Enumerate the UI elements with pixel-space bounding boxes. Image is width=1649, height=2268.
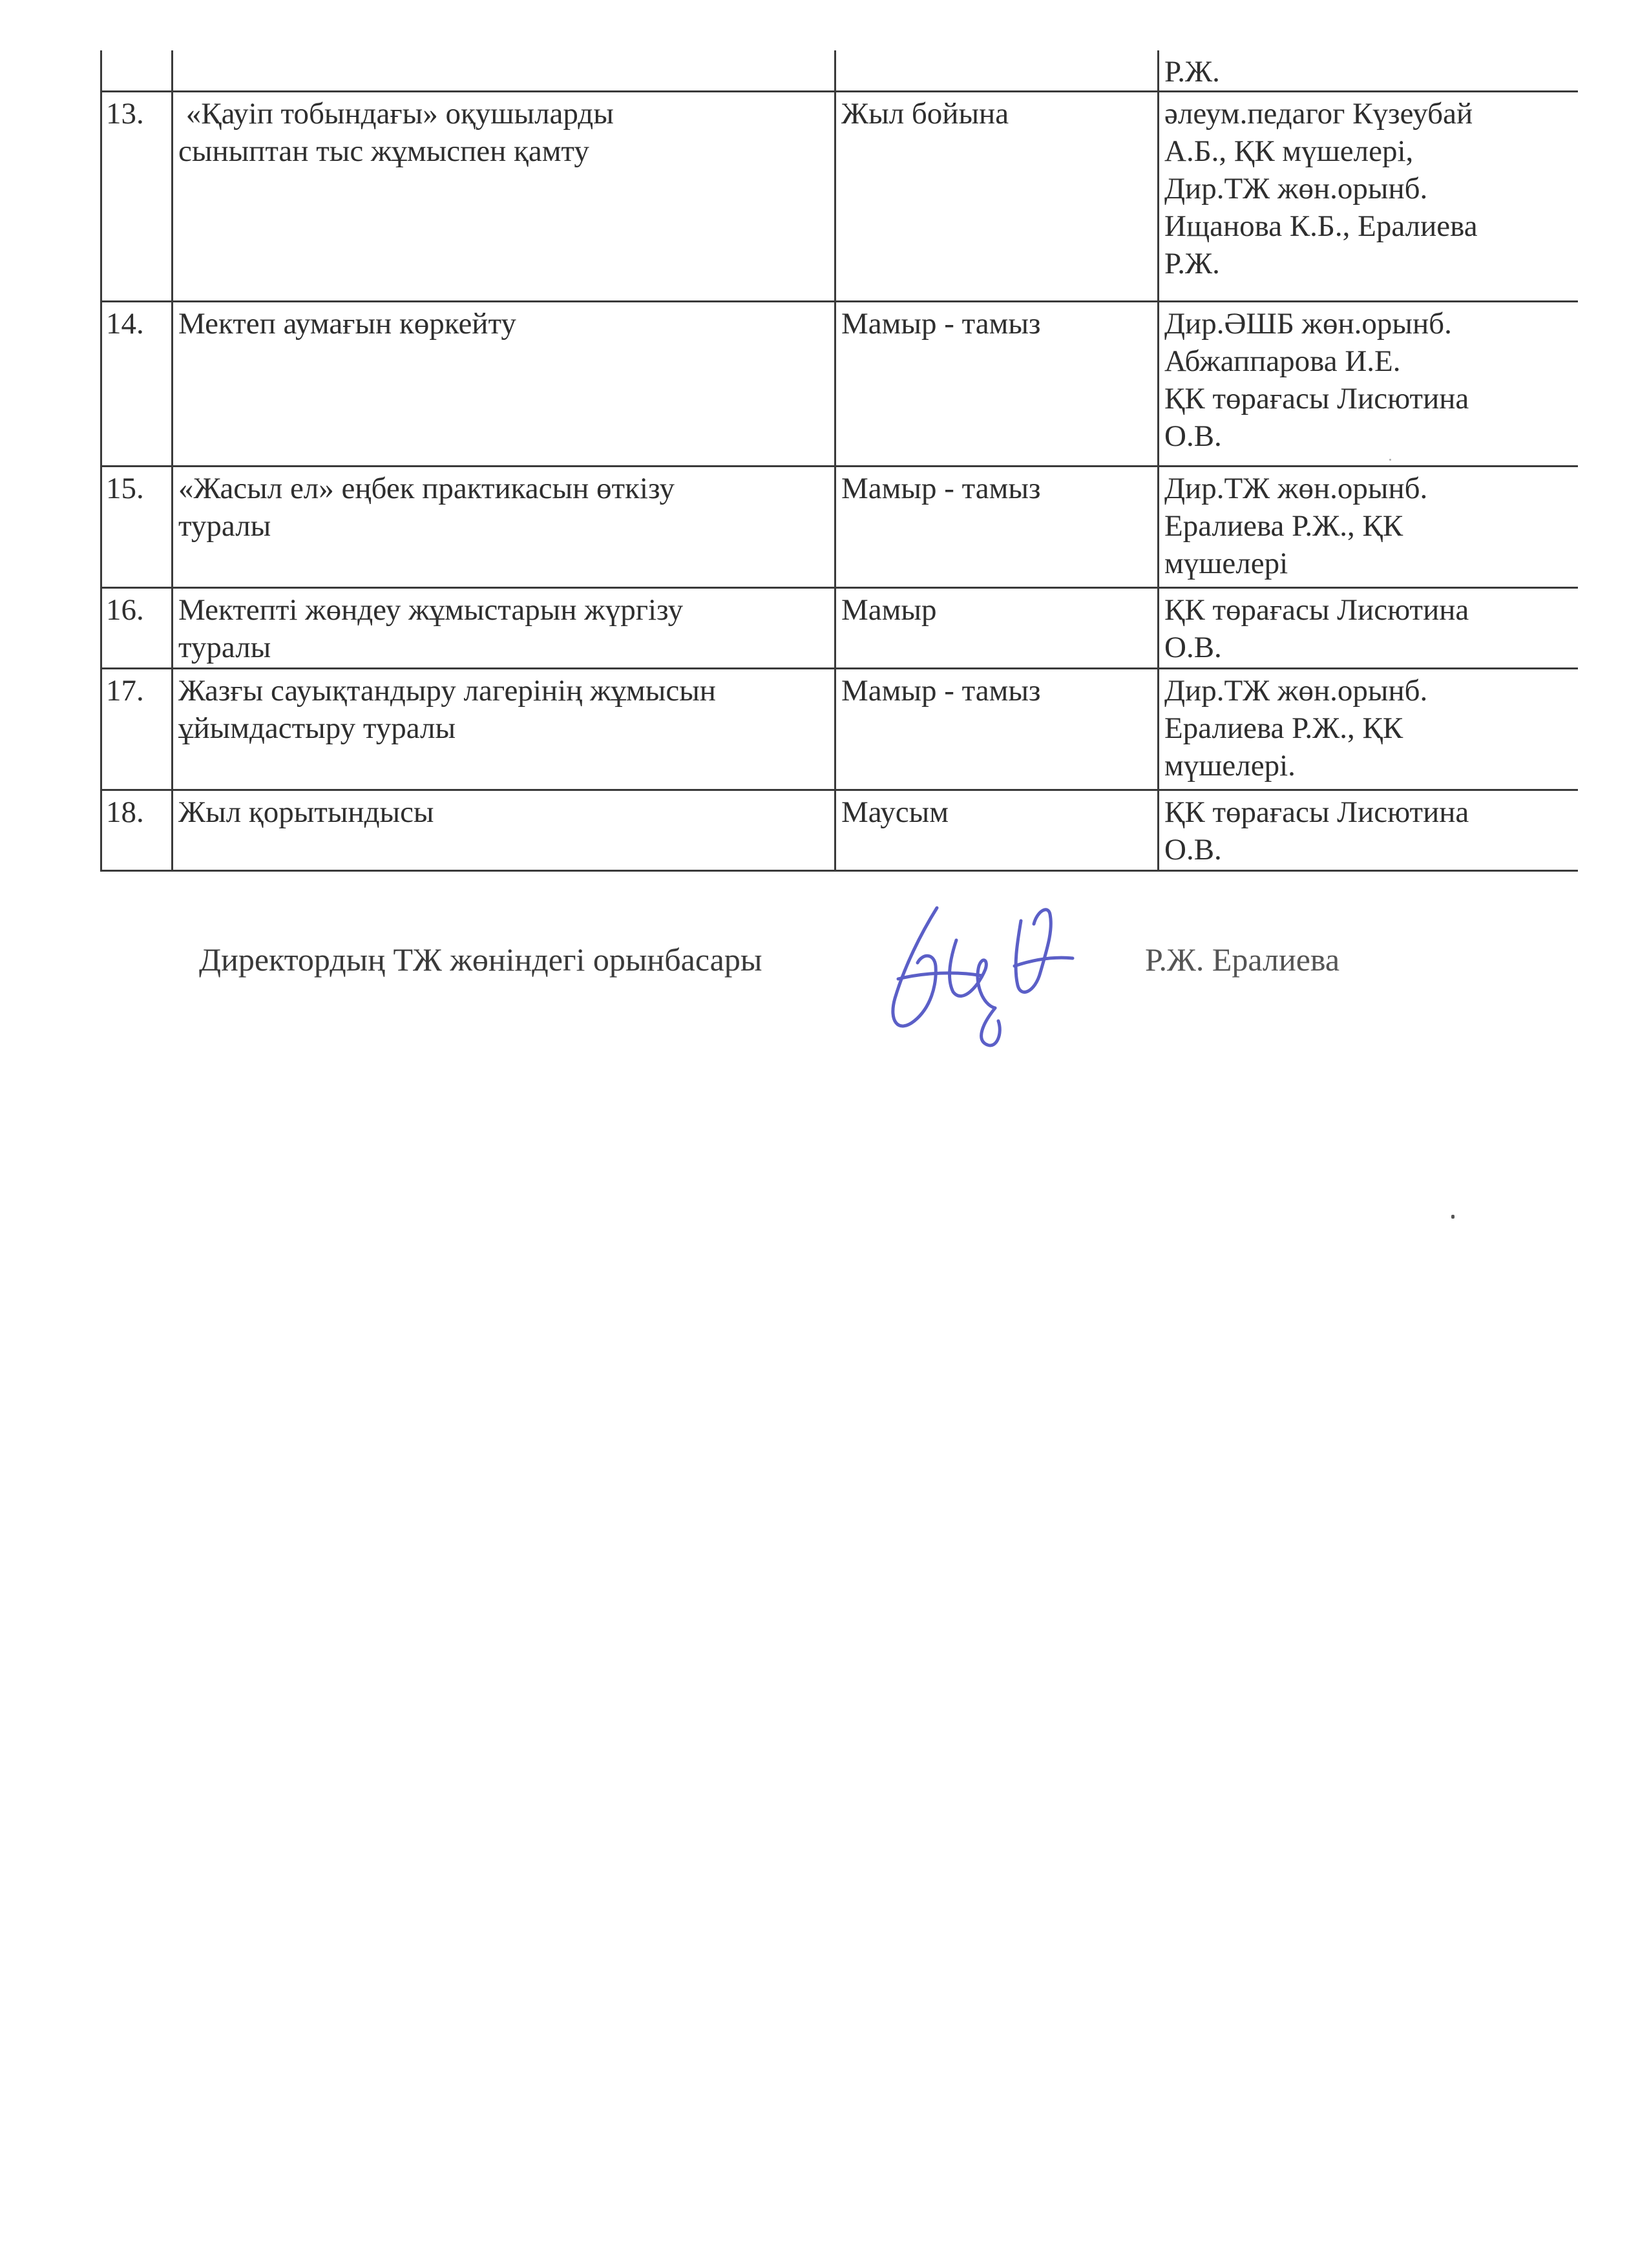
responsible-line: О.В. — [1164, 419, 1222, 453]
responsible-line: Р.Ж. — [1164, 247, 1220, 280]
responsible-cell — [1159, 588, 1578, 669]
event-cell — [173, 790, 835, 871]
responsible-line: ҚК төрағасы Лисютина — [1164, 795, 1469, 829]
table-row — [101, 302, 1578, 467]
responsible-line: О.В. — [1164, 833, 1222, 866]
responsible-line: Абжаппарова И.Е. — [1164, 344, 1401, 378]
row-number-cell: 14. — [101, 302, 173, 467]
responsible-cell — [1159, 669, 1578, 790]
event-line: «Қауіп тобындағы» оқушыларды — [178, 97, 614, 131]
deadline-cell: Мамыр - тамыз — [835, 467, 1159, 588]
responsible-line: ҚК төрағасы Лисютина — [1164, 593, 1469, 627]
responsible-line: Дир.ТЖ жөн.орынб. — [1164, 172, 1428, 205]
row-number-cell: 18. — [101, 790, 173, 871]
row-number-cell: 17. — [101, 669, 173, 790]
row-number-cell: 13. — [101, 92, 173, 302]
plan-table — [100, 50, 1578, 872]
scan-speck — [1389, 459, 1391, 461]
handwritten-signature — [859, 895, 1092, 1056]
event-line: туралы — [178, 631, 271, 664]
table-row — [101, 588, 1578, 669]
responsible-line: Р.Ж. — [1164, 55, 1220, 89]
scan-speck — [1451, 1215, 1455, 1219]
signature-block — [0, 895, 1649, 1063]
event-cell — [173, 302, 835, 467]
signatory-name: Р.Ж. Ералиева — [1145, 941, 1340, 978]
event-cell — [173, 50, 835, 92]
responsible-cell — [1159, 302, 1578, 467]
responsible-cell — [1159, 50, 1578, 92]
responsible-line: мүшелері — [1164, 547, 1288, 580]
event-cell — [173, 588, 835, 669]
row-number-cell — [101, 50, 173, 92]
event-line: Мектепті жөндеу жұмыстарын жүргізу — [178, 593, 684, 627]
signatory-position: Директордың ТЖ жөніндегі орынбасары — [199, 941, 762, 978]
event-line: сыныптан тыс жұмыспен қамту — [178, 134, 589, 168]
event-cell — [173, 669, 835, 790]
responsible-line: Дир.ӘШБ жөн.орынб. — [1164, 307, 1452, 341]
table-row — [101, 669, 1578, 790]
responsible-line: ҚК төрағасы Лисютина — [1164, 382, 1469, 415]
row-number-cell: 15. — [101, 467, 173, 588]
row-number-cell: 16. — [101, 588, 173, 669]
deadline-cell: Мамыр - тамыз — [835, 669, 1159, 790]
event-line: туралы — [178, 509, 271, 543]
event-line: Жыл қорытындысы — [178, 795, 434, 829]
deadline-cell: Мамыр — [835, 588, 1159, 669]
responsible-line: Ералиева Р.Ж., ҚК — [1164, 509, 1403, 543]
responsible-line: Дир.ТЖ жөн.орынб. — [1164, 674, 1428, 708]
table-row — [101, 790, 1578, 871]
event-cell — [173, 467, 835, 588]
responsible-line: Дир.ТЖ жөн.орынб. — [1164, 472, 1428, 505]
table-row — [101, 467, 1578, 588]
event-line: Жазғы сауықтандыру лагерінің жұмысын — [178, 674, 716, 708]
responsible-cell — [1159, 92, 1578, 302]
deadline-cell: Маусым — [835, 790, 1159, 871]
responsible-cell — [1159, 467, 1578, 588]
responsible-line: Ералиева Р.Ж., ҚК — [1164, 711, 1403, 745]
responsible-line: О.В. — [1164, 631, 1222, 664]
responsible-cell — [1159, 790, 1578, 871]
responsible-line: А.Б., ҚК мүшелері, — [1164, 134, 1414, 168]
responsible-line: мүшелері. — [1164, 749, 1296, 782]
event-cell — [173, 92, 835, 302]
deadline-cell: Жыл бойына — [835, 92, 1159, 302]
table-row — [101, 50, 1578, 92]
responsible-line: әлеум.педагог Күзеубай — [1164, 97, 1473, 131]
deadline-cell — [835, 50, 1159, 92]
table-row — [101, 92, 1578, 302]
event-line: Мектеп аумағын көркейту — [178, 307, 516, 341]
deadline-cell: Мамыр - тамыз — [835, 302, 1159, 467]
event-line: ұйымдастыру туралы — [178, 711, 456, 745]
event-line: «Жасыл ел» еңбек практикасын өткізу — [178, 472, 675, 505]
responsible-line: Ищанова К.Б., Ералиева — [1164, 209, 1478, 243]
